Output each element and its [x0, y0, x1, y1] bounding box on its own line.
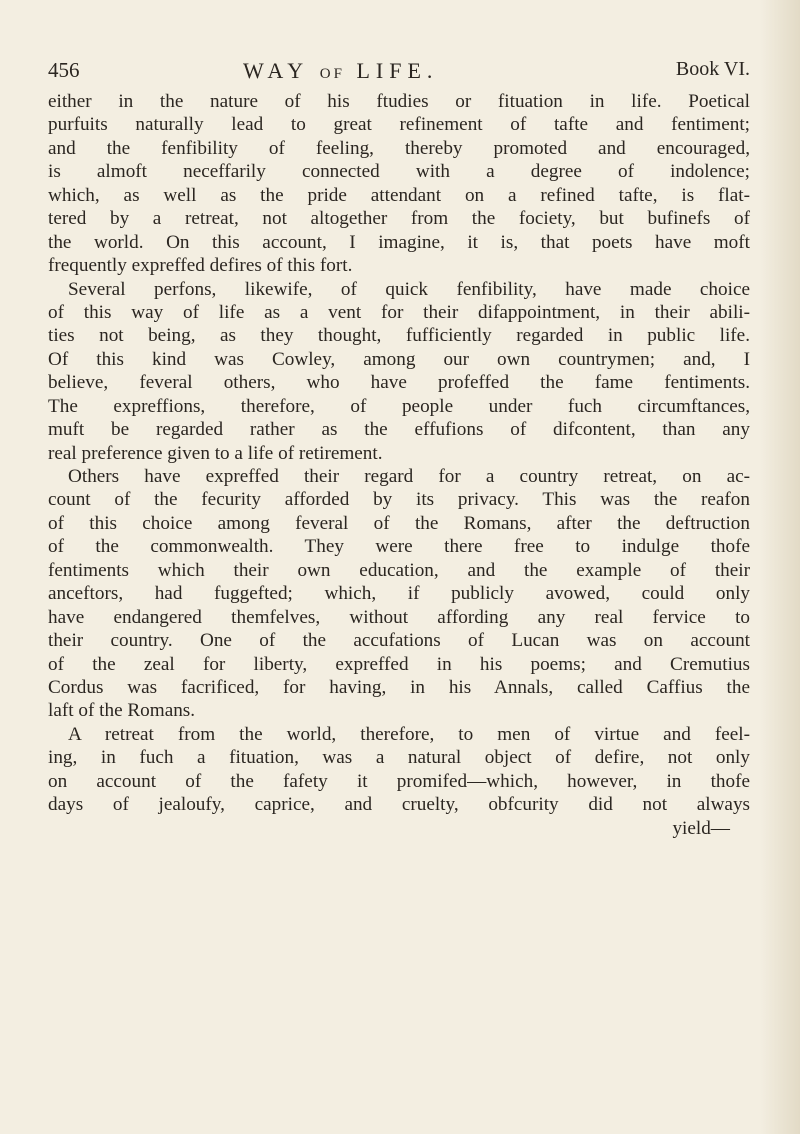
text-line: fentiments which their own education, and the example of their — [48, 559, 750, 581]
page-body-text — [48, 90, 750, 840]
text-line: of the commonwealth. They were there free to indulge thofe — [48, 536, 750, 558]
text-line: Others have expreffed their regard for a country retreat, on ac- — [68, 466, 750, 487]
text-line: believe, feveral others, who have profeffed the fame fentiments. — [48, 372, 750, 394]
text-line: A retreat from the world, therefore, to men of virtue and feel- — [68, 723, 750, 745]
text-line: anceftors, had fuggefted; which, if publicly avowed, could only — [48, 583, 750, 605]
text-line: The expreffions, therefore, of people under fuch circumftances, — [48, 395, 750, 417]
text-line: Of this kind was Cowley, among our own countrymen; and, I — [48, 348, 750, 370]
text-line: days of jealoufy, caprice, and cruelty, obfcurity did not always — [48, 794, 750, 816]
running-head-word: WAY — [243, 58, 309, 83]
text-line: of this choice among feveral of the Romans, after the deftruction — [48, 512, 750, 534]
running-head — [243, 58, 438, 84]
running-head-word: LIFE. — [356, 58, 439, 83]
text-line: ties not being, as they thought, fufficiently regarded in public life. — [48, 325, 750, 347]
text-line: muft be regarded rather as the effufions of difcontent, than any — [48, 419, 750, 441]
catchword: yield— — [672, 817, 730, 839]
text-line: and the fenfibility of feeling, thereby promoted and encouraged, — [48, 137, 750, 159]
page-header — [48, 58, 750, 88]
text-line: either in the nature of his ftudies or fituation in life. Poetical — [48, 91, 750, 112]
text-line: tered by a retreat, not altogether from the fociety, but bufinefs of — [48, 208, 750, 230]
text-line: their country. One of the accufations of Lucan was on account — [48, 630, 750, 652]
text-line: purfuits naturally lead to great refinement of tafte and fentiment; — [48, 114, 750, 136]
text-line: count of the fecurity afforded by its privacy. This was the reafon — [48, 489, 750, 511]
text-line: ing, in fuch a fituation, was a natural object of defire, not only — [48, 747, 750, 769]
text-line: laft of the Romans. — [48, 700, 196, 722]
book-label: Book VI. — [675, 58, 750, 80]
text-line: is almoft neceffarily connected with a degree of indolence; — [48, 161, 750, 183]
text-line: on account of the fafety it promifed—which, however, in thofe — [48, 770, 750, 792]
running-head-of: OF — [319, 66, 345, 82]
text-line: have endangered themfelves, without affording any real fervice to — [48, 606, 750, 628]
text-line: of this way of life as a vent for their difappointment, in their abili- — [48, 301, 750, 323]
text-line: frequently expreffed defires of this fort. — [48, 255, 353, 277]
page-edge-shadow — [760, 0, 800, 1134]
text-line: real preference given to a life of retirement. — [48, 442, 383, 464]
text-line: the world. On this account, I imagine, it is, that poets have moft — [48, 231, 750, 253]
text-line: Cordus was facrificed, for having, in his Annals, called Caffius the — [48, 676, 750, 698]
text-line: of the zeal for liberty, expreffed in his poems; and Cremutius — [48, 653, 750, 675]
text-line: Several perfons, likewife, of quick fenfibility, have made choice — [68, 278, 750, 300]
page-number: 456 — [48, 58, 80, 82]
text-line: which, as well as the pride attendant on a refined tafte, is flat- — [48, 184, 750, 206]
